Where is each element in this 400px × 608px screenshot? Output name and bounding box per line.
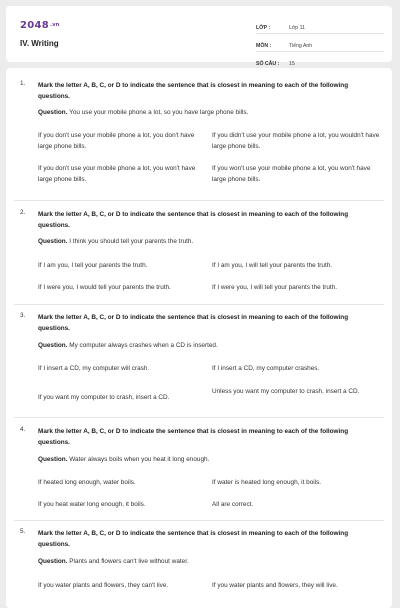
question-label: Question.	[38, 238, 68, 245]
option-d[interactable]: Unless you want my computer to crash, insert a CD.	[212, 388, 360, 395]
option-a[interactable]: If I am you, I tell your parents the truth.	[38, 262, 148, 269]
question-divider	[14, 520, 384, 521]
question-label: Question.	[38, 342, 68, 349]
question-instruction: Mark the letter A, B, C, or D to indicate the sentence that is closest in meaning to each of the following questions.	[38, 314, 349, 332]
option-c[interactable]: If you don't use your mobile phone a lot, you won't have large phone bills.	[38, 165, 196, 183]
meta-value: 15	[289, 61, 295, 67]
question-divider	[14, 200, 384, 201]
question-number: 4.	[20, 426, 26, 433]
option-a[interactable]: If you water plants and flowers, they can't live.	[38, 582, 169, 589]
option-a[interactable]: If you don't use your mobile phone a lot, you don't have large phone bills.	[38, 132, 195, 150]
question-number: 2.	[20, 209, 26, 216]
option-c[interactable]: If I were you, I would tell your parents the truth.	[38, 284, 171, 291]
meta-info	[256, 18, 384, 72]
question-instruction: Mark the letter A, B, C, or D to indicate the sentence that is closest in meaning to each of the following questions.	[38, 530, 349, 548]
option-b[interactable]: If I insert a CD, my computer crashes.	[212, 365, 320, 372]
question-list	[6, 68, 392, 608]
question-number: 3.	[20, 312, 26, 319]
option-b[interactable]: If you didn't use your mobile phone a lot, you wouldn't have large phone bills.	[212, 132, 380, 150]
question-number: 5.	[20, 528, 26, 535]
question-label: Question.	[38, 456, 68, 463]
question-text	[38, 557, 378, 567]
option-d[interactable]: If you won't use your mobile phone a lot, you won't have large phone bills.	[212, 165, 371, 183]
question-text	[38, 108, 378, 118]
question-label: Question.	[38, 558, 68, 565]
question-sentence: I think you should tell your parents the truth.	[69, 238, 194, 245]
meta-label: MÔN :	[256, 43, 272, 49]
section-title: IV. Writing	[20, 39, 59, 48]
meta-row-subject	[256, 36, 384, 52]
logo-text: 2048	[20, 20, 50, 31]
meta-value: Tiếng Anh	[289, 43, 313, 49]
option-c[interactable]: If you want my computer to crash, insert a CD.	[38, 394, 170, 401]
option-b[interactable]: If you water plants and flowers, they will live.	[212, 582, 338, 589]
question-number: 1.	[20, 80, 26, 87]
meta-value: Lớp 11	[289, 25, 305, 31]
question-text	[38, 341, 378, 351]
logo-domain: .vn	[50, 22, 60, 28]
question-instruction: Mark the letter A, B, C, or D to indicate the sentence that is closest in meaning to each of the following questions.	[38, 211, 349, 229]
option-a[interactable]: If heated long enough, water boils.	[38, 479, 136, 486]
option-b[interactable]: If I am you, I will tell your parents the truth.	[212, 262, 333, 269]
option-b[interactable]: If water is heated long enough, it boils.	[212, 479, 322, 486]
option-c[interactable]: If you heat water long enough, it boils.	[38, 501, 146, 508]
question-sentence: Water always boils when you heat it long enough.	[69, 456, 210, 463]
meta-row-class	[256, 18, 384, 34]
question-label: Question.	[38, 109, 68, 116]
option-a[interactable]: If I insert a CD, my computer will crash.	[38, 365, 150, 372]
question-text	[38, 455, 378, 465]
question-divider	[14, 417, 384, 418]
question-sentence: My computer always crashes when a CD is inserted.	[69, 342, 218, 349]
question-sentence: Plants and flowers can't live without water.	[69, 558, 189, 565]
question-instruction: Mark the letter A, B, C, or D to indicate the sentence that is closest in meaning to each of the following questions.	[38, 82, 349, 100]
question-text	[38, 237, 378, 247]
site-logo[interactable]	[20, 20, 60, 31]
page-header	[6, 6, 392, 67]
option-d[interactable]: If I were you, I will tell your parents the truth.	[212, 284, 338, 291]
question-divider	[14, 304, 384, 305]
meta-label: LỚP :	[256, 25, 271, 31]
option-d[interactable]: All are correct.	[212, 501, 254, 508]
question-instruction: Mark the letter A, B, C, or D to indicate the sentence that is closest in meaning to each of the following questions.	[38, 428, 349, 446]
question-sentence: You use your mobile phone a lot, so you have large phone bills.	[69, 109, 249, 116]
meta-label: SỐ CÂU :	[256, 61, 280, 67]
